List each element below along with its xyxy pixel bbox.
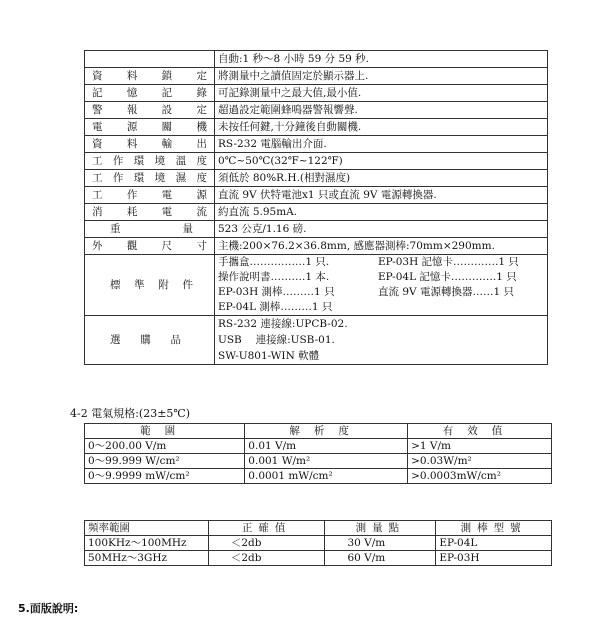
accessory-item: 手攜盒…………….1 只. [218, 256, 330, 268]
spec-label-chars [88, 120, 211, 135]
frequency-header-cell: 測棒型號 [436, 521, 552, 536]
spec-label-char: 境 [154, 171, 166, 184]
spec-label-chars [88, 171, 211, 186]
accessories-value [215, 255, 548, 316]
spec-label-chars [88, 205, 211, 220]
spec-label [85, 51, 215, 68]
spec-value: RS-232 電腦輸出介面. [215, 136, 548, 153]
label-char: 購 [140, 333, 151, 346]
accessories-row [85, 255, 548, 316]
electrical-row [85, 454, 552, 469]
spec-value: 可記錄測量中之最大值,最小值. [215, 85, 548, 102]
frequency-table [84, 520, 552, 566]
spec-label [85, 68, 215, 85]
spec-row [85, 136, 548, 153]
spec-row [85, 68, 548, 85]
spec-label-char: 資 [92, 69, 103, 82]
accessory-item: EP-03H 記憶卡………….1 只 [378, 256, 519, 268]
spec-label [85, 238, 215, 255]
spec-label-chars [88, 222, 211, 237]
frequency-cell: EP-04L [436, 536, 552, 551]
electrical-header-cell [245, 424, 408, 439]
frequency-cell: ＜2db [208, 536, 325, 551]
spec-label-char: 工 [92, 188, 103, 201]
spec-label [85, 102, 215, 119]
spec-label-chars [88, 239, 211, 254]
spec-row [85, 187, 548, 204]
electrical-cell: 0～200.00 V/m [85, 439, 245, 454]
accessory-item: EP-03H 測棒………1 只 [218, 286, 335, 298]
label-char: 附 [158, 278, 169, 291]
spec-value: 約直流 5.95mA. [215, 204, 548, 221]
options-row [85, 316, 548, 365]
spec-label-char: 警 [92, 103, 103, 116]
electrical-header-cell [85, 424, 245, 439]
spec-label-char: 輸 [161, 137, 173, 150]
label-char: 品 [170, 333, 181, 346]
spec-label-char: 報 [126, 103, 138, 116]
options-label [85, 316, 215, 365]
accessories-grid [218, 255, 544, 315]
electrical-header-row [85, 424, 552, 439]
label-char: 標 [110, 278, 121, 291]
spec-label-char: 外 [92, 239, 103, 252]
spec-label-char: 重 [110, 222, 121, 235]
frequency-row [85, 551, 552, 566]
spec-row [85, 119, 548, 136]
accessory-item: EP-04L 測棒………1 只 [218, 301, 333, 313]
option-item: RS-232 連接線:UPCB-02. [218, 318, 348, 330]
spec-label-chars [88, 103, 211, 118]
label-char: 件 [182, 278, 193, 291]
spec-value: 523 公克/1.16 磅. [215, 221, 548, 238]
frequency-header-cell: 正確值 [208, 521, 325, 536]
accessories-label [85, 255, 215, 316]
spec-value: 未按任何鍵,十分鐘後自動關機. [215, 119, 548, 136]
spec-row [85, 170, 548, 187]
electrical-cell: 0.001 W/m² [245, 454, 408, 469]
spec-label-chars [88, 86, 211, 101]
spec-label-char: 作 [126, 188, 138, 201]
spec-label-char: 度 [196, 171, 207, 184]
spec-label-char: 環 [133, 154, 145, 167]
frequency-header-row [85, 521, 552, 536]
spec-label-char: 源 [196, 188, 207, 201]
spec-value: 須低於 80%R.H.(相對濕度) [215, 170, 548, 187]
spec-label-char: 定 [196, 103, 207, 116]
spec-table [84, 50, 548, 365]
spec-row [85, 221, 548, 238]
spec-label [85, 204, 215, 221]
spec-label-char: 尺 [161, 239, 173, 252]
section-5-heading: 5.面版說明: [18, 602, 79, 615]
frequency-cell: 30 V/m [325, 536, 436, 551]
electrical-spec-table [84, 423, 552, 484]
spec-label-char: 記 [92, 86, 103, 99]
spec-label-chars [88, 69, 211, 84]
spec-label-chars [88, 188, 211, 203]
spec-label-char: 資 [92, 137, 103, 150]
spec-label [85, 221, 215, 238]
spec-label-char: 作 [112, 171, 124, 184]
spec-row [85, 85, 548, 102]
options-value [215, 316, 548, 365]
spec-label-char: 觀 [126, 239, 138, 252]
spec-label-char: 源 [126, 120, 138, 133]
electrical-cell: >0.0003mW/cm² [408, 469, 552, 484]
spec-label-char: 工 [92, 154, 103, 167]
spec-label-char: 關 [161, 120, 173, 133]
spec-label-char: 流 [196, 205, 207, 218]
electrical-row [85, 439, 552, 454]
spec-row [85, 238, 548, 255]
spec-row [85, 102, 548, 119]
spec-value: 直流 9V 伏特電池x1 只或直流 9V 電源轉換器. [215, 187, 548, 204]
spec-row [85, 51, 548, 68]
option-item: SW-U801-WIN 軟體 [218, 350, 320, 362]
spec-value: 主機:200×76.2×36.8mm, 感應器測棒:70mm×290mm. [215, 238, 548, 255]
accessories-label-chars [88, 278, 211, 293]
spec-label-char: 濕 [175, 171, 187, 184]
electrical-cell: 0～99.999 W/cm² [85, 454, 245, 469]
electrical-row [85, 469, 552, 484]
electrical-cell: 0.0001 mW/cm² [245, 469, 408, 484]
spec-label [85, 136, 215, 153]
frequency-header-cell: 頻率範圍 [85, 521, 209, 536]
frequency-cell: EP-03H [436, 551, 552, 566]
header-text: 解析度 [289, 425, 363, 437]
spec-label-char: 料 [126, 69, 138, 82]
spec-label-char: 作 [112, 154, 124, 167]
electrical-cell: >0.03W/m² [408, 454, 552, 469]
spec-label-char: 電 [161, 188, 173, 201]
spec-label-char: 記 [161, 86, 173, 99]
spec-label [85, 187, 215, 204]
spec-label-char: 憶 [126, 86, 138, 99]
spec-label [85, 119, 215, 136]
frequency-row [85, 536, 552, 551]
spec-label-chars [88, 137, 211, 152]
spec-row [85, 204, 548, 221]
spec-value: 0℃~50℃(32℉~122℉) [215, 153, 548, 170]
electrical-cell: 0.01 V/m [245, 439, 408, 454]
frequency-cell: ＜2db [208, 551, 325, 566]
spec-label-char: 寸 [196, 239, 207, 252]
spec-label-char: 鎖 [161, 69, 173, 82]
spec-label-chars [88, 154, 211, 169]
spec-label-char: 設 [161, 103, 173, 116]
spec-label-char: 環 [133, 171, 145, 184]
frequency-cell: 100KHz～100MHz [85, 536, 209, 551]
spec-row [85, 153, 548, 170]
accessory-item [378, 300, 528, 315]
header-text: 有效值 [442, 425, 517, 437]
frequency-header-cell: 測量點 [325, 521, 436, 536]
spec-label-char: 電 [92, 120, 103, 133]
spec-label-char: 電 [161, 205, 173, 218]
spec-label-char: 錄 [196, 86, 207, 99]
frequency-cell: 60 V/m [325, 551, 436, 566]
spec-value: 超過設定範圍蜂鳴器警報響聲. [215, 102, 548, 119]
label-char: 選 [110, 333, 121, 346]
spec-label [85, 170, 215, 187]
spec-value: 將測量中之讀值固定於顯示器上. [215, 68, 548, 85]
options-label-chars [88, 333, 211, 348]
spec-label-char: 工 [92, 171, 103, 184]
accessory-item: 操作說明書……….1 本. [218, 271, 330, 283]
spec-label [85, 153, 215, 170]
spec-label-char: 量 [182, 222, 193, 235]
electrical-cell: 0～9.9999 mW/cm² [85, 469, 245, 484]
header-text: 範圍 [140, 425, 190, 437]
spec-label-char: 料 [126, 137, 138, 150]
section-4-2-heading: 4-2 電氣規格:(23±5℃) [70, 407, 191, 420]
option-item: USB 連接線:USB-01. [218, 334, 335, 346]
spec-label [85, 85, 215, 102]
accessory-item: EP-04L 記憶卡………….1 只 [378, 271, 517, 283]
spec-label-char: 機 [196, 120, 207, 133]
spec-label-char: 耗 [126, 205, 138, 218]
frequency-cell: 50MHz～3GHz [85, 551, 209, 566]
electrical-header-cell [408, 424, 552, 439]
spec-label-char: 消 [92, 205, 103, 218]
spec-label-char: 溫 [175, 154, 187, 167]
spec-label-char: 度 [196, 154, 207, 167]
accessory-item: 直流 9V 電源轉換器……1 只 [378, 286, 514, 298]
spec-label-char: 境 [154, 154, 166, 167]
electrical-cell: >1 V/m [408, 439, 552, 454]
spec-label-char: 定 [196, 69, 207, 82]
label-char: 準 [134, 278, 145, 291]
spec-value: 自動:1 秒～8 小時 59 分 59 秒. [215, 51, 548, 68]
spec-label-char: 出 [196, 137, 207, 150]
